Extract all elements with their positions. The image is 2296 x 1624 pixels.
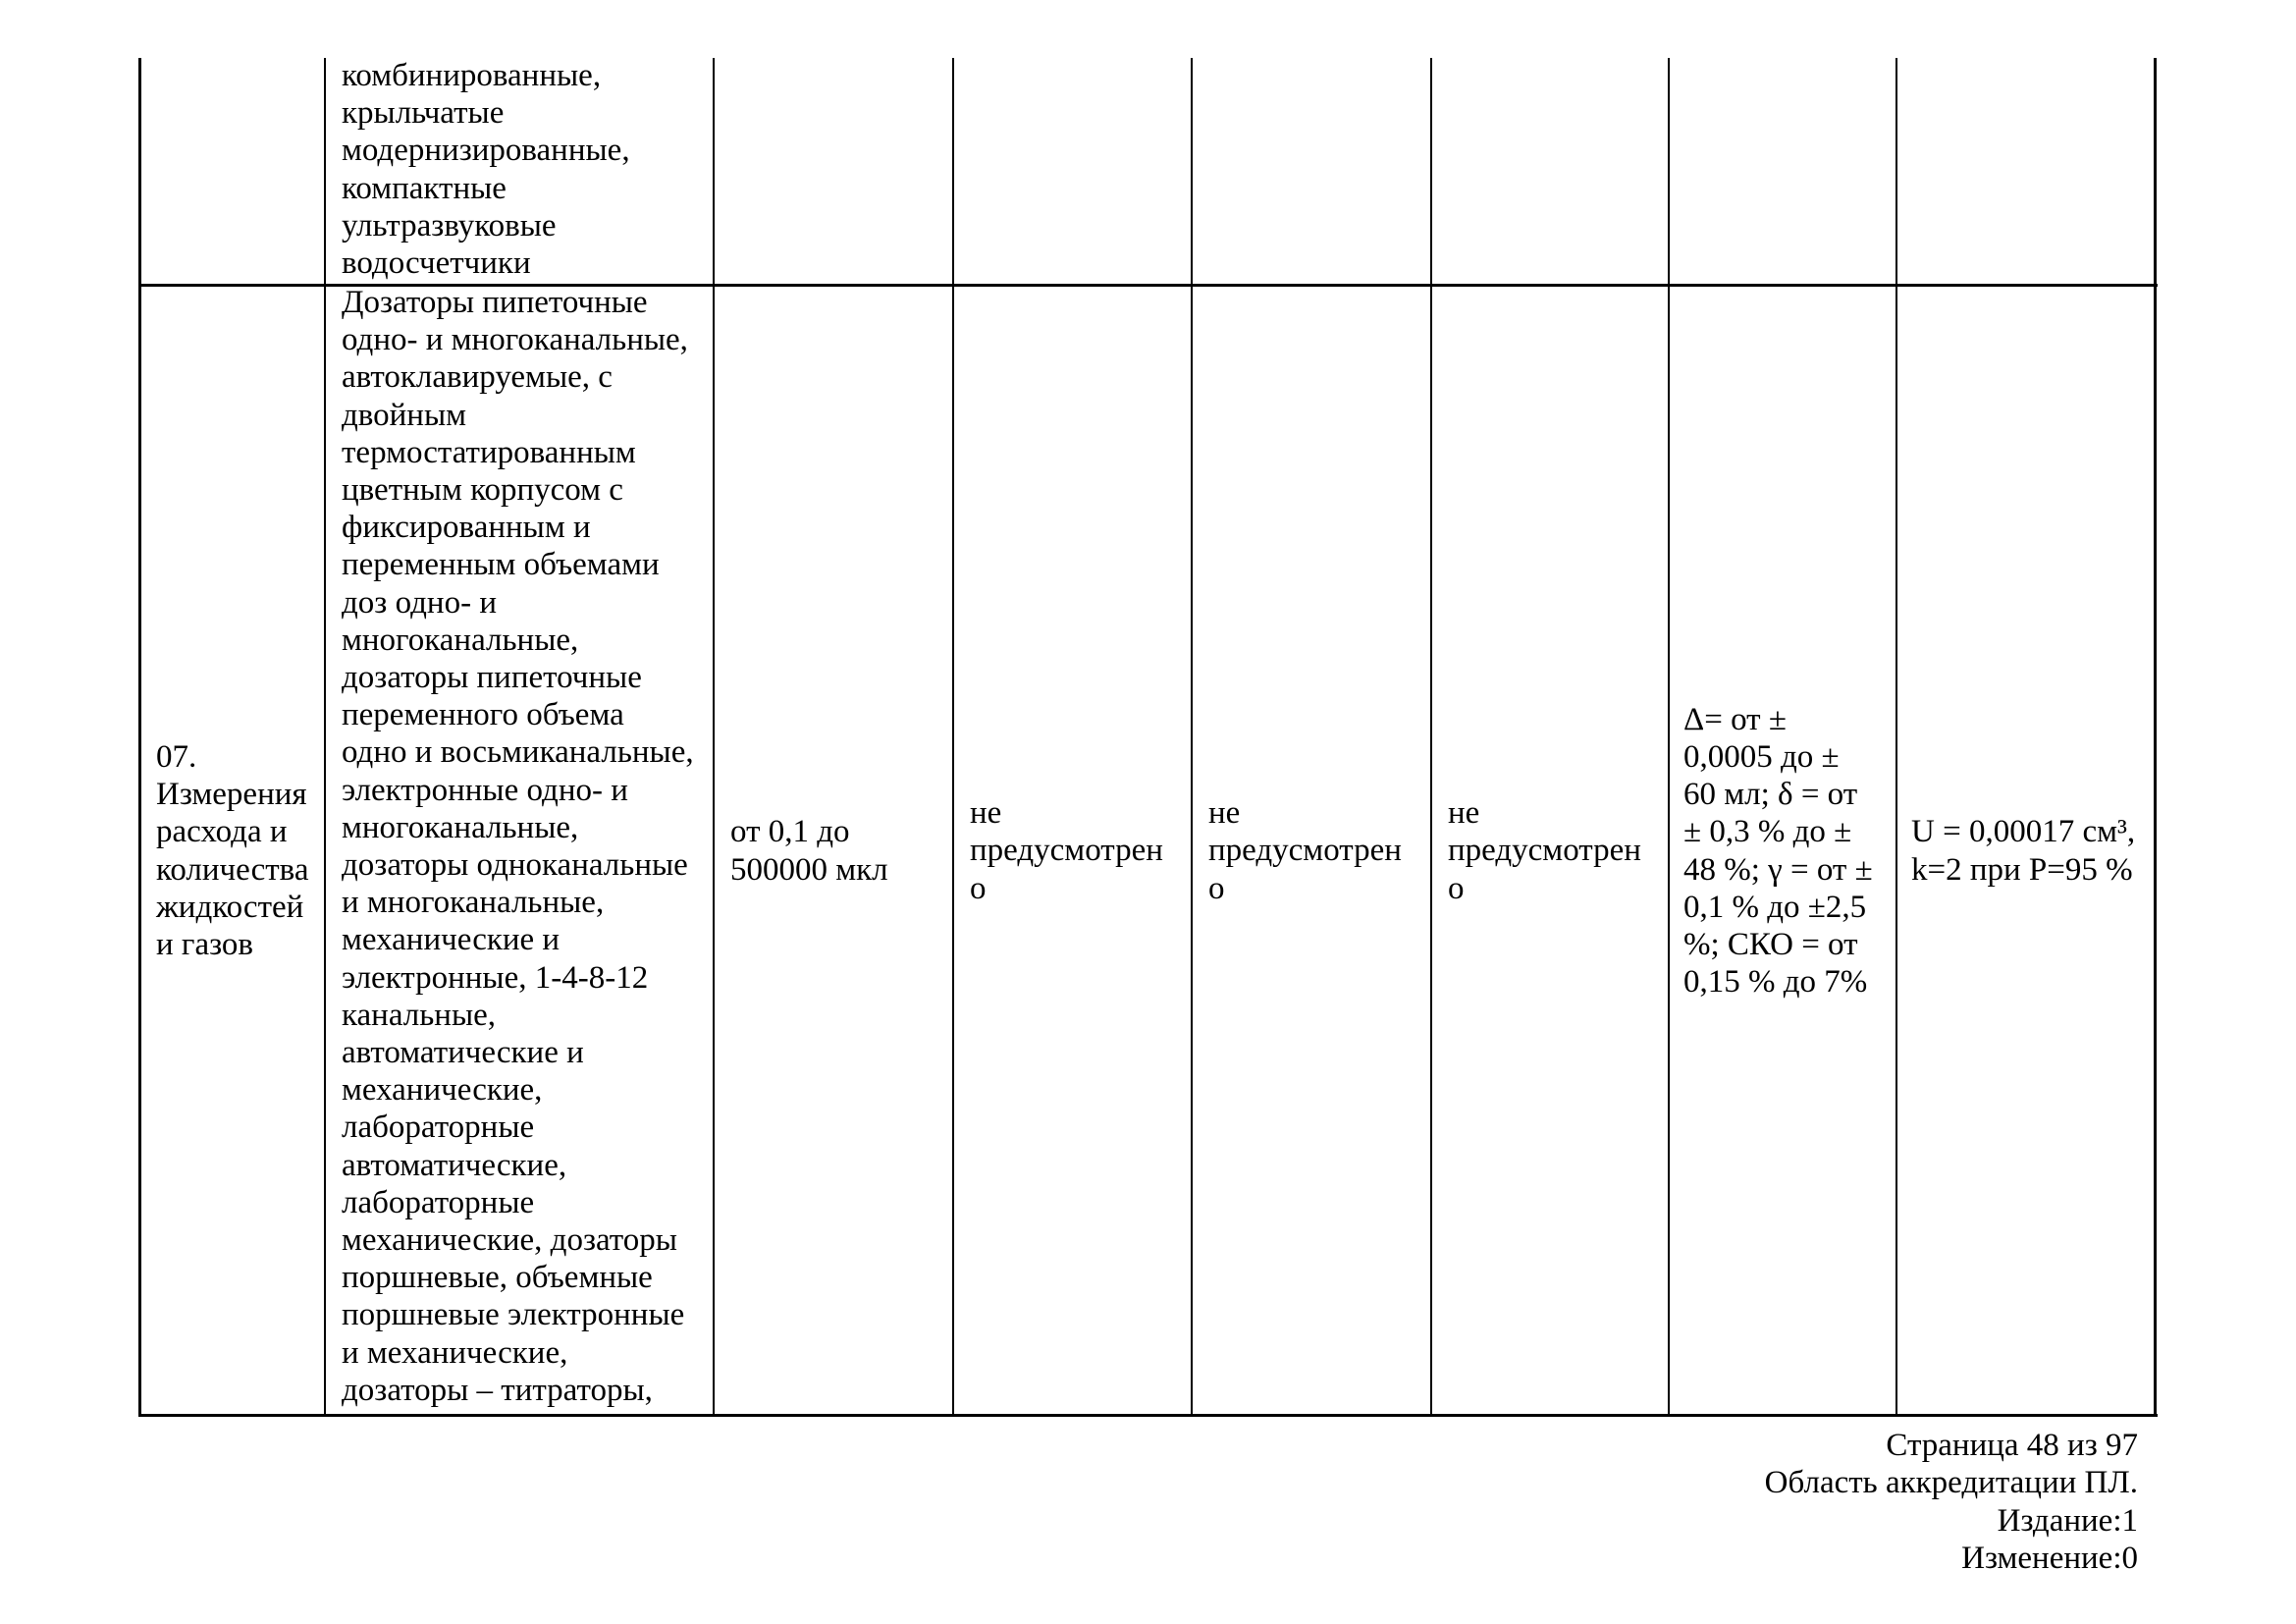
document-title: Область аккредитации ПЛ.: [1764, 1465, 2138, 1501]
cell-text-line: U = 0,00017 см³,: [1911, 814, 2136, 850]
cell-area-code: [140, 287, 325, 1415]
cell-text-line: поршневые электронные: [342, 1297, 685, 1333]
cell-text-line: Дозаторы пипеточные: [342, 285, 648, 320]
cell-text-line: электронные, 1-4-8-12: [342, 959, 649, 996]
cell-text-line: механические,: [342, 1072, 543, 1109]
cell-col4: [954, 287, 1192, 1415]
cell-text-line: автоматические и: [342, 1035, 584, 1071]
cell-col6: [1432, 57, 1669, 284]
cell-text-line: канальные,: [342, 997, 497, 1033]
page-number: Страница 48 из 97: [1886, 1428, 2138, 1463]
cell-text-line: предусмотрен: [1448, 833, 1641, 869]
cell-text-line: переменным объемами: [342, 547, 660, 583]
cell-text-line: и многоканальные,: [342, 885, 605, 921]
page-footer: [1765, 1427, 2138, 1577]
cell-measurement-range: [715, 287, 953, 1415]
cell-text-line: %; СКО = от: [1683, 926, 1858, 962]
cell-text-line: автоклавируемые, с: [342, 359, 613, 396]
cell-text-line: Измерения: [156, 777, 307, 813]
cell-accuracy: [1670, 287, 1896, 1415]
cell-text-line: не: [1448, 795, 1480, 832]
cell-text-line: о: [1448, 870, 1465, 906]
cell-text-line: компактные: [342, 170, 507, 206]
cell-text-line: многоканальные,: [342, 622, 579, 658]
cell-col5: [1193, 287, 1431, 1415]
cell-text-line: количества: [156, 851, 309, 888]
cell-text-line: доз одно- и: [342, 584, 497, 621]
cell-text-line: не: [1208, 795, 1241, 832]
cell-text-line: о: [970, 870, 987, 906]
cell-col4: [954, 57, 1192, 284]
cell-instrument-types: [326, 284, 714, 1415]
cell-text-line: и механические,: [342, 1334, 568, 1371]
cell-text-line: дозаторы – титраторы,: [342, 1372, 653, 1408]
cell-col6: [1432, 287, 1669, 1415]
cell-text-line: термостатированным: [342, 434, 636, 470]
cell-text-line: 48 %; γ = от ±: [1683, 851, 1873, 888]
cell-text-line: лабораторные: [342, 1184, 535, 1220]
cell-text-line: предусмотрен: [970, 833, 1163, 869]
cell-text-line: не: [970, 795, 1002, 832]
cell-text-line: 500000 мкл: [730, 851, 888, 888]
cell-text-line: 07.: [156, 738, 197, 775]
cell-text-line: лабораторные: [342, 1110, 535, 1146]
cell-text-line: 0,0005 до ±: [1683, 738, 1840, 775]
cell-text-line: автоматические,: [342, 1147, 567, 1183]
cell-text-line: двойным: [342, 397, 467, 433]
cell-measurement-range: [715, 57, 953, 284]
cell-text-line: предусмотрен: [1208, 833, 1402, 869]
cell-text-line: жидкостей: [156, 889, 304, 925]
cell-text-line: модернизированные,: [342, 133, 630, 169]
cell-text-line: 60 мл; δ = от: [1683, 777, 1858, 813]
cell-text-line: Δ= от ±: [1683, 701, 1787, 737]
cell-text-line: о: [1208, 870, 1225, 906]
change-number: Изменение:0: [1961, 1540, 2138, 1576]
cell-text-line: многоканальные,: [342, 809, 579, 845]
cell-instrument-types: [326, 57, 714, 284]
cell-text-line: комбинированные,: [342, 58, 602, 93]
cell-col5: [1193, 57, 1431, 284]
cell-text-line: крыльчатые: [342, 95, 505, 132]
cell-text-line: электронные одно- и: [342, 772, 628, 808]
cell-text-line: ± 0,3 % до ±: [1683, 814, 1852, 850]
cell-text-line: дозаторы пипеточные: [342, 660, 642, 696]
cell-text-line: 0,15 % до 7%: [1683, 964, 1868, 1001]
cell-text-line: одно и восьмиканальные,: [342, 734, 694, 771]
cell-text-line: водосчетчики: [342, 245, 531, 282]
cell-uncertainty: [1897, 57, 2155, 284]
cell-text-line: механические, дозаторы: [342, 1222, 677, 1259]
cell-text-line: и газов: [156, 926, 254, 962]
cell-text-line: k=2 при P=95 %: [1911, 851, 2133, 888]
cell-text-line: ультразвуковые: [342, 207, 557, 244]
cell-text-line: дозаторы одноканальные: [342, 847, 688, 884]
cell-text-line: механические и: [342, 922, 561, 958]
cell-text-line: поршневые, объемные: [342, 1260, 653, 1296]
cell-text-line: 0,1 % до ±2,5: [1683, 889, 1867, 925]
cell-area-code: [140, 57, 325, 284]
cell-text-line: расхода и: [156, 814, 288, 850]
cell-text-line: фиксированным и: [342, 510, 591, 546]
cell-text-line: переменного объема: [342, 697, 624, 733]
cell-uncertainty: [1897, 287, 2155, 1415]
cell-text-line: одно- и многоканальные,: [342, 322, 688, 358]
edition-number: Издание:1: [1997, 1502, 2138, 1539]
cell-accuracy: [1670, 57, 1896, 284]
cell-text-line: цветным корпусом с: [342, 472, 623, 509]
cell-text-line: от 0,1 до: [730, 814, 850, 850]
